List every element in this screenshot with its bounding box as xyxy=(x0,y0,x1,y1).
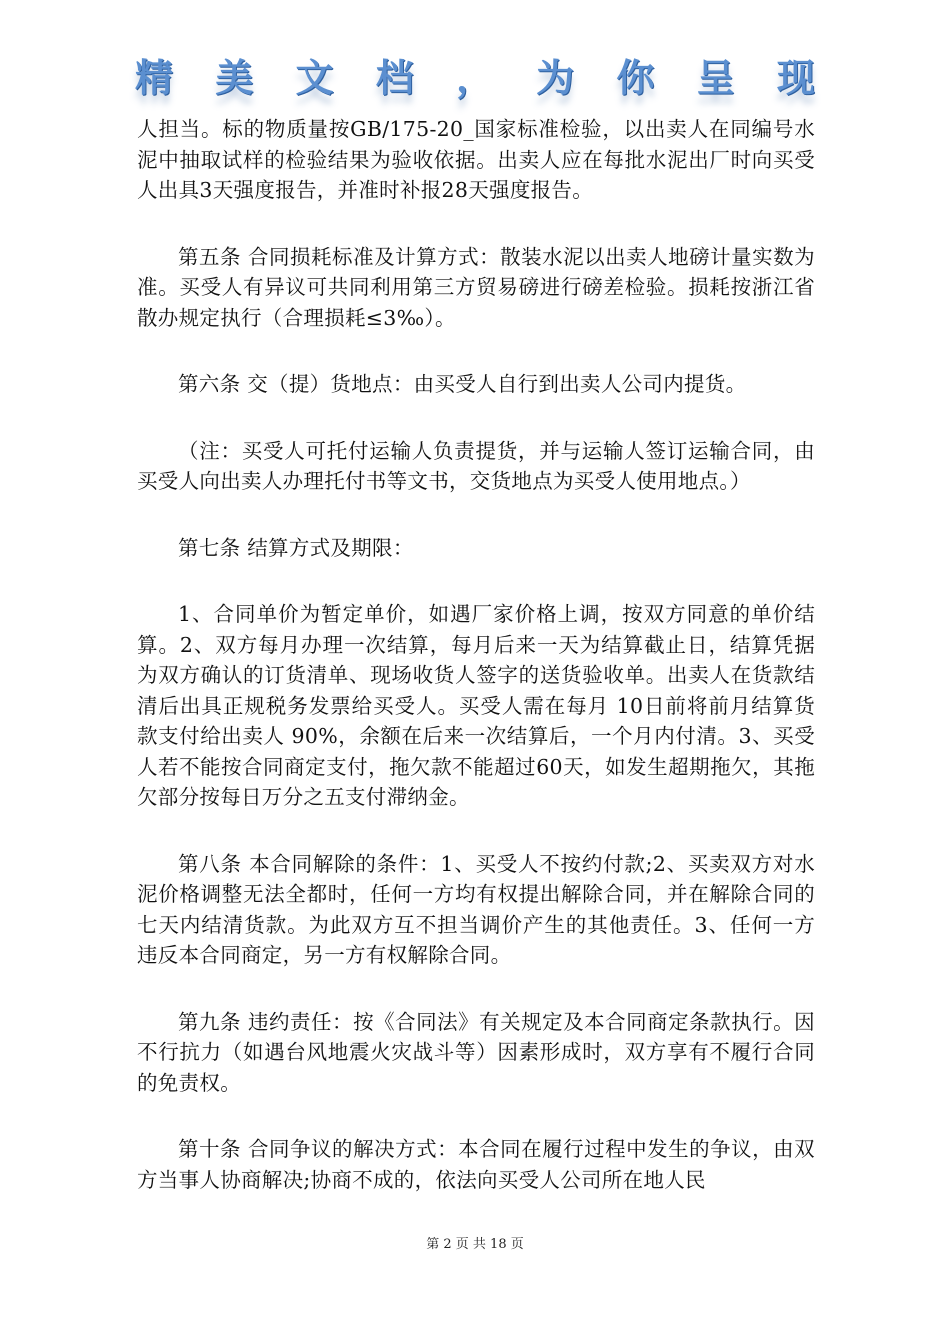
header-char: 精 xyxy=(135,56,174,100)
paragraph-article-10: 第十条 合同争议的解决方式：本合同在履行过程中发生的争议，由双方当事人协商解决;协商不成的，依法向买受人公司所在地人民 xyxy=(137,1137,815,1192)
paragraph-article-5: 第五条 合同损耗标准及计算方式：散装水泥以出卖人地磅计量实数为准。买受人有异议可共同利用第三方贸易磅进行磅差检验。损耗按浙江省散办规定执行（合理损耗≤3‰）。 xyxy=(137,244,815,330)
header-char: 现 xyxy=(776,56,815,100)
paragraph-article-9: 第九条 违约责任：按《合同法》有关规定及本合同商定条款执行。因不行抗力（如遇台风地震火灾战斗等）因素形成时，双方享有不履行合同的免责权。 xyxy=(137,1009,815,1095)
header-char: 档 xyxy=(375,56,414,100)
paragraph-note: （注：买受人可托付运输人负责提货，并与运输人签订运输合同，由买受人向出卖人办理托付书等文书，交货地点为买受人使用地点。） xyxy=(137,438,815,493)
document-header-banner xyxy=(135,52,815,104)
header-char: 文 xyxy=(295,56,334,100)
header-char: 美 xyxy=(215,56,254,100)
paragraph-article-8: 第八条 本合同解除的条件：1、买受人不按约付款;2、买卖双方对水泥价格调整无法全都时，任何一方均有权提出解除合同，并在解除合同的七天内结清货款。为此双方互不担当调价产生的其他责任。3、任何一方违反本合同商定，另一方有权解除合同。 xyxy=(137,851,815,967)
paragraph-article-6: 第六条 交（提）货地点：由买受人自行到出卖人公司内提货。 xyxy=(178,372,747,396)
paragraph-quality-standard: 人担当。标的物质量按GB/175-20_国家标准检验，以出卖人在同编号水泥中抽取试样的检验结果为验收依据。出卖人应在每批水泥出厂时向买受人出具3天强度报告，并准时补报28天强度报告。 xyxy=(137,117,815,202)
document-body xyxy=(137,114,815,1195)
page-number: 第 2 页 共 18 页 xyxy=(426,1237,524,1252)
paragraph-article-7: 第七条 结算方式及期限： xyxy=(178,535,414,560)
paragraph-settlement-terms: 1、合同单价为暂定单价，如遇厂家价格上调，按双方同意的单价结算。2、双方每月办理一次结算，每月后来一天为结算截止日，结算凭据为双方确认的订货清单、现场收货人签字的送货验收单。出卖人在货款结清后出具正规税务发票给买受人。买受人需在每月 10日前将前月结算货款支付给出卖人 90%，余额在后来一次结算后，一个月内付清。3、买受人若不能按合同商定支付，拖欠款不能超过60天，如发生超期拖欠，其拖欠部分按每日万分之五支付滞纳金。 xyxy=(137,602,815,809)
header-char: 为 xyxy=(536,56,575,100)
header-char: 你 xyxy=(616,56,655,100)
header-char: ， xyxy=(455,56,494,100)
header-char: 呈 xyxy=(696,56,735,100)
